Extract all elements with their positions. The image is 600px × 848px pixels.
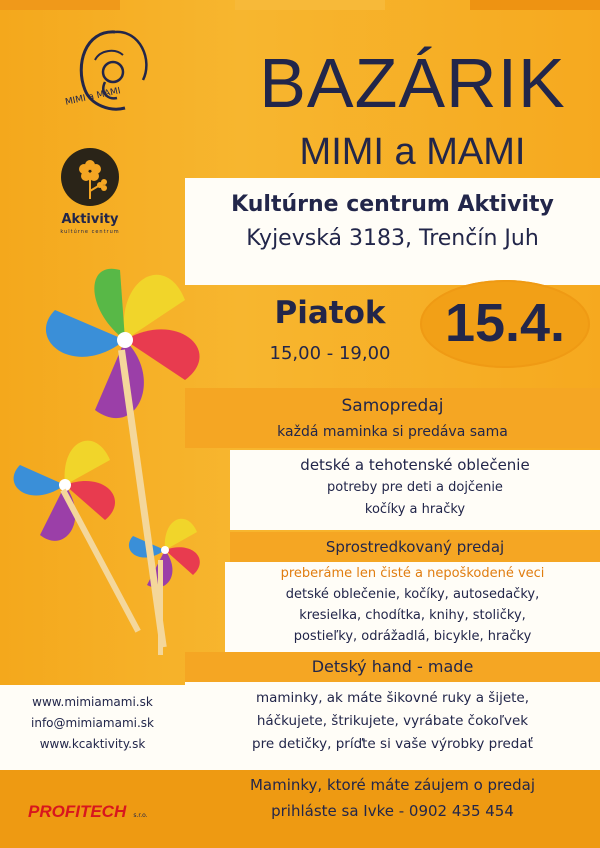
top-strip-3: [470, 0, 600, 10]
mediated-note: preberáme len čisté a nepoškodené veci: [280, 566, 545, 581]
event-date: 15.4.: [444, 293, 566, 353]
aktivity-logo-sub: kultúrne centrum: [60, 229, 120, 235]
link-website[interactable]: www.mimiamami.sk: [32, 695, 153, 709]
sponsor-name: PROFITECH: [28, 802, 127, 821]
pinwheel-icon: [15, 245, 235, 445]
self-sale-title: Samopredaj: [341, 396, 444, 416]
contact-line-1: Maminky, ktoré máte záujem o predaj: [249, 776, 535, 794]
top-strip-2: [235, 0, 385, 10]
link-email[interactable]: info@mimiamami.sk: [31, 716, 154, 730]
self-item-2: potreby pre deti a dojčenie: [327, 480, 503, 495]
page-title: BAZÁRIK: [259, 44, 566, 122]
handmade-title: Detský hand - made: [311, 657, 474, 676]
top-strip-1: [0, 0, 120, 10]
flower-logo-icon: [60, 147, 120, 207]
page-subtitle: MIMI a MAMI: [299, 131, 526, 173]
mediated-item-3: postieľky, odrážadlá, bicykle, hračky: [293, 629, 532, 644]
self-item-1: detské a tehotenské oblečenie: [300, 456, 530, 474]
pinwheel-icon: [115, 505, 215, 595]
venue-address: Kyjevská 3183, Trenčín Juh: [246, 226, 539, 251]
sponsor-logo: [28, 802, 168, 824]
handmade-line-2: háčkujete, štrikujete, vyrábate čokoľvek: [256, 713, 529, 729]
venue-name: Kultúrne centrum Aktivity: [231, 192, 554, 217]
link-kcaktivity[interactable]: www.kcaktivity.sk: [39, 737, 146, 751]
handmade-line-3: pre detičky, príďte si vaše výrobky predať: [252, 736, 533, 752]
mediated-title: Sprostredkovaný predaj: [325, 538, 505, 556]
sponsor-suffix: s.r.o.: [133, 812, 148, 819]
handmade-line-1: maminky, ak máte šikovné ruky a šijete,: [255, 690, 530, 706]
mediated-item-1: detské oblečenie, kočíky, autosedačky,: [285, 587, 540, 602]
event-day: Piatok: [274, 295, 386, 331]
logo-text: MIMI a MAMI: [64, 86, 122, 108]
pinwheel-stick: [158, 560, 163, 655]
event-time: 15,00 - 19,00: [269, 343, 391, 364]
mediated-item-2: kresielka, chodítka, knihy, stoličky,: [299, 608, 526, 623]
mother-child-logo-icon: [55, 20, 165, 130]
contact-line-2: prihláste sa Ivke - 0902 435 454: [271, 802, 514, 820]
aktivity-logo-text: Aktivity: [61, 212, 119, 227]
self-item-3: kočíky a hračky: [364, 502, 466, 517]
self-sale-desc: každá maminka si predáva sama: [277, 424, 508, 440]
